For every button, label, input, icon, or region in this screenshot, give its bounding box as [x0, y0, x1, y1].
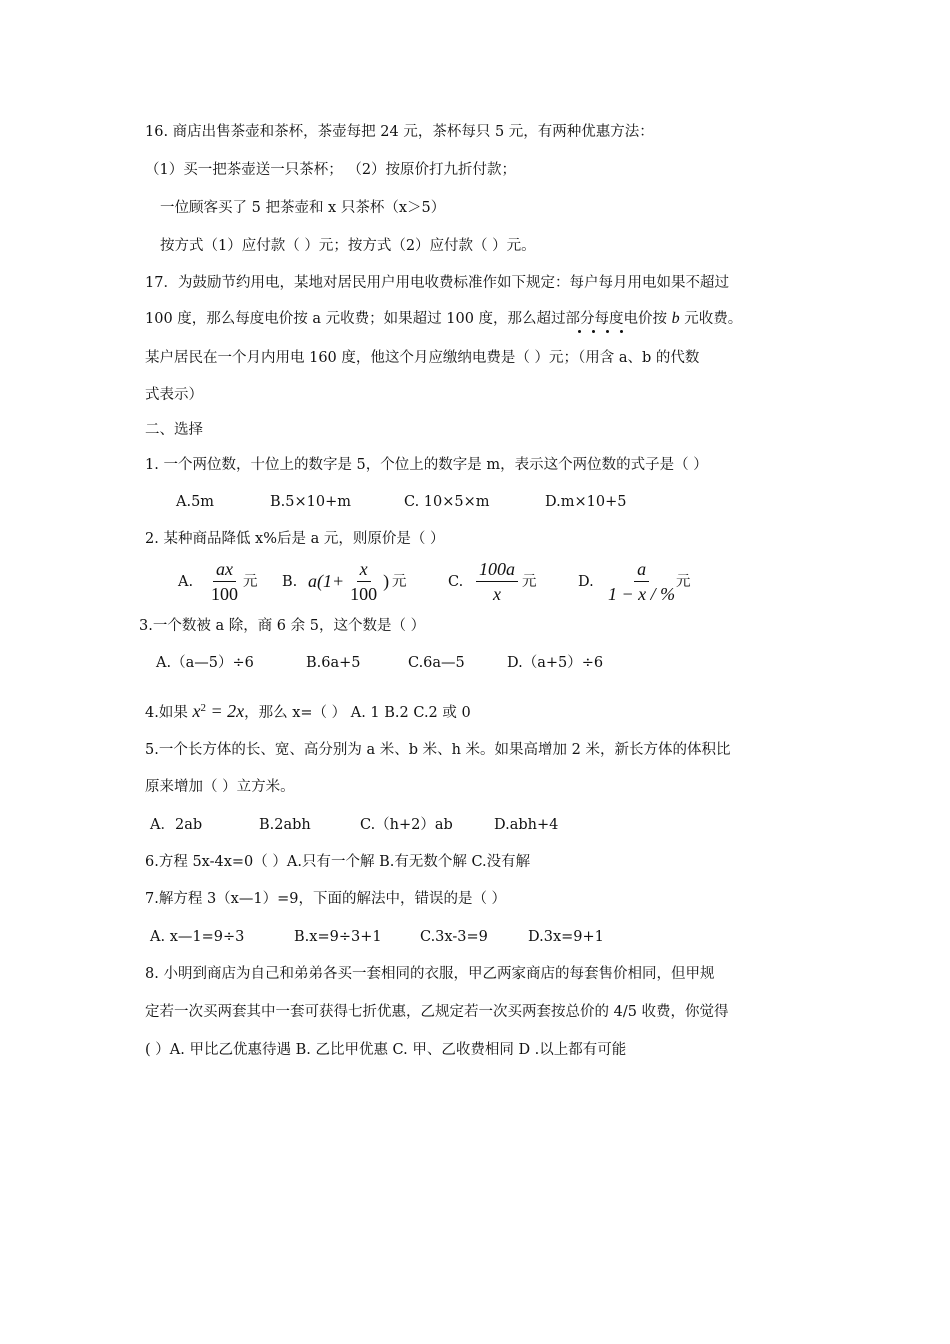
q17-line2-end: 元收费。: [679, 311, 743, 327]
fraction-denominator: 1 − x / %: [608, 584, 676, 604]
q17-variable-b: b: [671, 310, 680, 327]
q16-line4: 按方式（1）应付款（ ）元；按方式（2）应付款（ ）元。: [160, 238, 536, 254]
choice8-question-line2: 定若一次买两套其中一套可获得七折优惠，乙规定若一次买两套按总价的 4/5 收费，你觉得: [145, 1004, 729, 1020]
choice3-option-c: C.6a—5: [408, 655, 465, 671]
choice2-unit-d: 元: [676, 574, 691, 590]
fraction-numerator: a: [634, 559, 649, 582]
choice1-option-d: D.m×10+5: [545, 494, 627, 510]
choice1-option-b: B.5×10+m: [270, 494, 351, 510]
q16-line2: （1）买一把茶壶送一只茶杯； （2）按原价打九折付款；: [145, 162, 517, 178]
choice4-suffix: ，那么 x=（ ） A. 1 B.2 C.2 或 0: [244, 704, 471, 721]
choice2-unit-c: 元: [522, 574, 537, 590]
q17-line2: [145, 309, 742, 329]
choice7-option-b: B.x=9÷3+1: [294, 929, 382, 945]
choice5-option-a: A．2ab: [150, 817, 203, 833]
choice1-option-a: A.5m: [176, 494, 215, 510]
q17-line1: 17．为鼓励节约用电，某地对居民用户用电收费标准作如下规定：每户每月用电如果不超过: [145, 275, 729, 291]
choice4-question: [145, 698, 471, 723]
choice4-equation-rest: = 2x: [205, 700, 245, 721]
choice1-question: 1. 一个两位数，十位上的数字是 5，个位上的数字是 m，表示这个两位数的式子是（ ）: [145, 457, 708, 473]
choice5-question-line1: 5.一个长方体的长、宽、高分别为 a 米、b 米、h 米。如果高增加 2 米，新长方体的体积比: [145, 742, 731, 758]
q17-line2-text: 100 度，那么每度电价按 a 元收费；如果超过 100 度，那么超过部分每度电价按: [145, 311, 672, 327]
choice5-option-b: B.2abh: [259, 817, 311, 833]
fraction-numerator: x: [357, 559, 371, 582]
q17-line3: 某户居民在一个月内用电 160 度，他这个月应缴纳电费是（ ）元；（用含 a、b 的代数: [145, 350, 700, 366]
choice2-option-c-fraction: [473, 559, 521, 604]
q16-line1: 16. 商店出售茶壶和茶杯，茶壶每把 24 元，茶杯每只 5 元，有两种优惠方法：: [145, 124, 654, 140]
choice2-option-a-label: A.: [178, 574, 194, 590]
choice8-question-line3: ( ）A. 甲比乙优惠待遇 B. 乙比甲优惠 C. 甲、乙收费相同 D .以上都有可能: [145, 1042, 627, 1058]
choice7-question: 7.解方程 3（x—1）=9，下面的解法中，错误的是（ ）: [145, 891, 507, 907]
fraction-numerator: 100a: [476, 559, 518, 582]
choice2-unit-a: 元: [243, 574, 258, 590]
choice3-option-d: D.（a+5）÷6: [507, 655, 604, 671]
choice7-option-c: C.3x-3=9: [420, 929, 488, 945]
choice5-question-line2: 原来增加（ ）立方米。: [145, 779, 295, 795]
choice1-option-c: C. 10×5×m: [404, 494, 490, 510]
choice2-option-d-fraction: [602, 559, 681, 604]
fraction-numerator: ax: [213, 559, 236, 582]
fraction-denominator: 100: [350, 584, 378, 604]
expression-suffix: ): [383, 571, 390, 591]
choice2-option-c-label: C.: [448, 574, 464, 590]
choice2-unit-b: 元: [392, 574, 407, 590]
choice7-option-a: A. x—1=9÷3: [150, 929, 245, 945]
choice4-equation-exponent: 2: [200, 702, 206, 714]
choice4-equation-base: x: [192, 700, 201, 721]
choice2-question: 2. 某种商品降低 x%后是 a 元，则原价是（ ）: [145, 531, 445, 547]
choice2-option-d-label: D.: [578, 574, 594, 590]
section-heading: 二、选择: [145, 422, 203, 438]
choice4-prefix: 4.如果: [145, 704, 193, 721]
q16-line3: 一位顾客买了 5 把茶壶和 x 只茶杯（x＞5）: [160, 200, 446, 216]
choice8-question-line1: 8. 小明到商店为自己和弟弟各买一套相同的衣服，甲乙两家商店的每套售价相同，但甲规: [145, 966, 715, 982]
choice3-option-a: A.（a—5）÷6: [156, 655, 254, 671]
fraction-denominator: x: [493, 584, 501, 604]
choice2-option-b-expression: [308, 559, 389, 604]
q17-line4: 式表示）: [145, 387, 203, 403]
choice2-option-b-label: B.: [282, 574, 298, 590]
choice6-question: 6.方程 5x-4x=0（ ）A.只有一个解 B.有无数个解 C.没有解: [145, 854, 531, 870]
choice3-option-b: B.6a+5: [306, 655, 361, 671]
choice7-option-d: D.3x=9+1: [528, 929, 604, 945]
fraction-denominator: 100: [211, 584, 238, 604]
choice2-option-a-fraction: [205, 559, 244, 604]
choice5-option-c: C.（h+2）ab: [360, 817, 453, 833]
choice5-option-d: D.abh+4: [494, 817, 559, 833]
choice3-question: 3.一个数被 a 除，商 6 余 5，这个数是（ ）: [139, 618, 426, 634]
expression-prefix: a(1+: [308, 571, 345, 591]
